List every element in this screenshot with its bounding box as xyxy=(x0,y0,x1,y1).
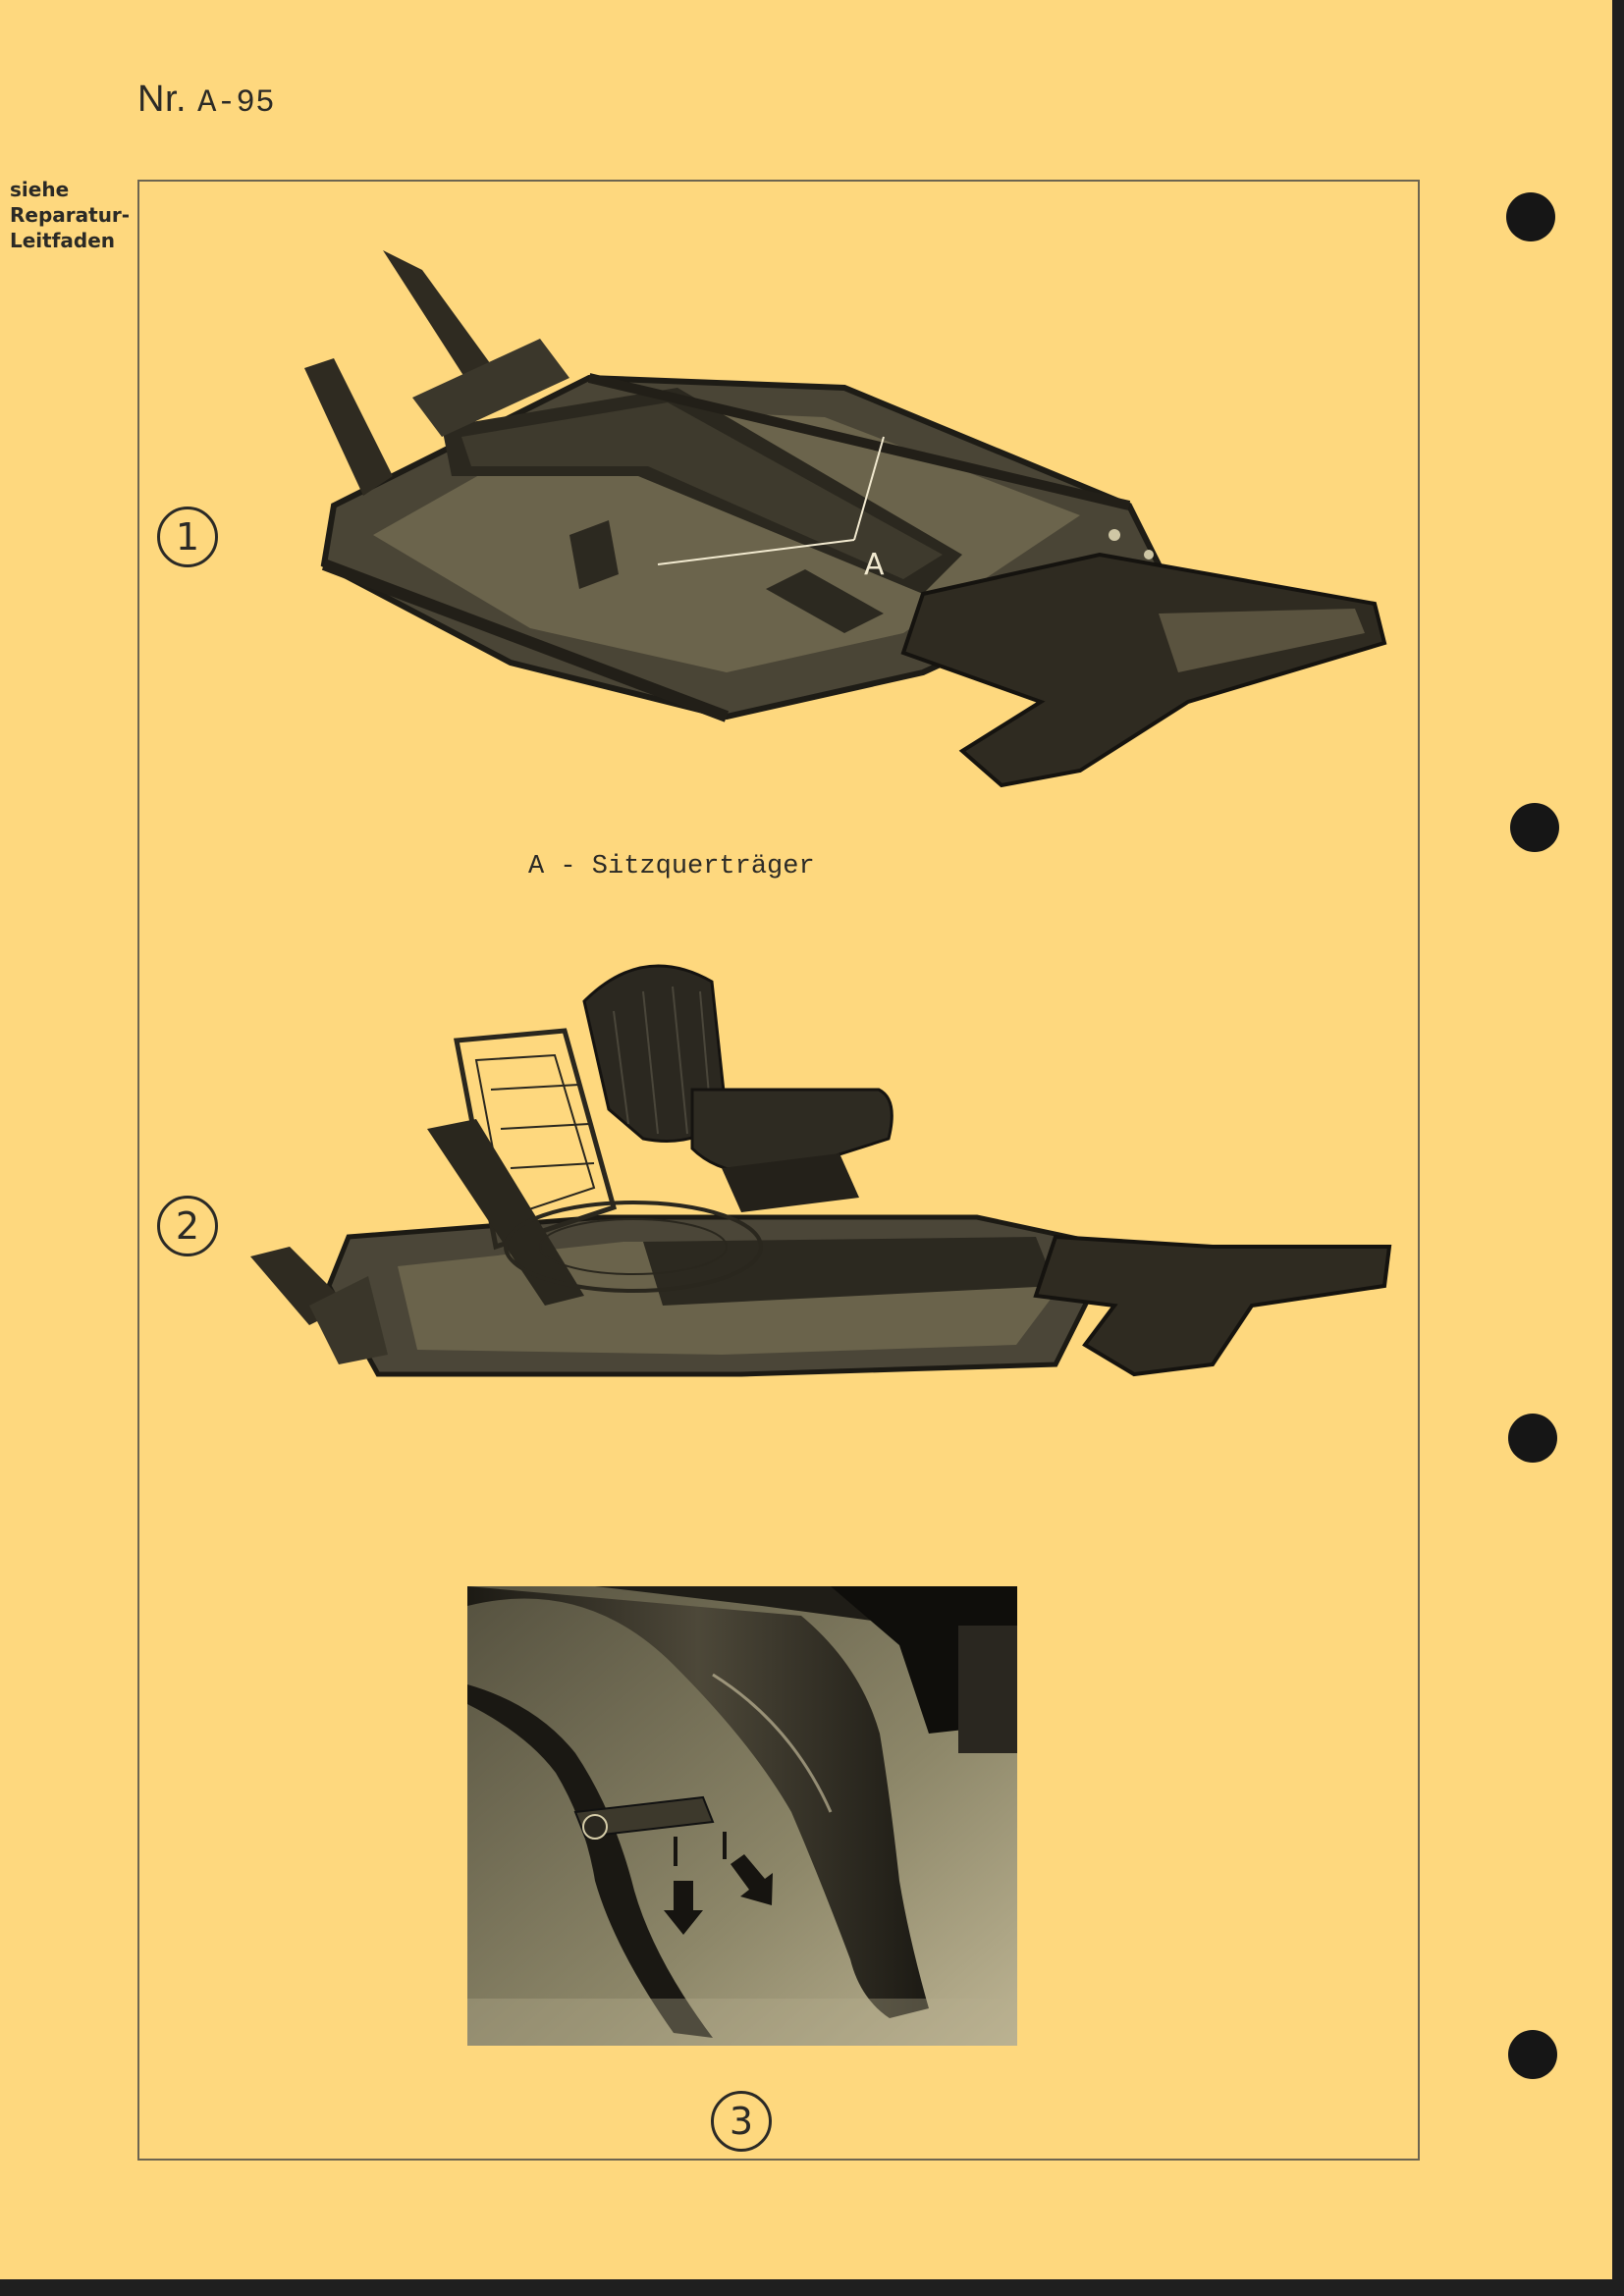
side-note-line-2: Reparatur- xyxy=(10,203,131,227)
side-note xyxy=(10,177,131,253)
figure-1-floor-frame-illustration xyxy=(216,240,1394,849)
figure-3-closeup-illustration xyxy=(467,1586,1017,2046)
page-number-code: A-95 xyxy=(197,84,275,121)
figure-3-closeup-photo xyxy=(467,1586,1017,2046)
figure-2-number: 2 xyxy=(175,1204,200,1248)
punch-hole xyxy=(1506,192,1555,241)
punch-hole xyxy=(1508,2030,1557,2079)
page-number xyxy=(137,79,275,121)
figure-2-frame-with-seat-illustration xyxy=(231,952,1409,1423)
figure-1-number: 1 xyxy=(175,515,200,559)
figure-3-number: 3 xyxy=(729,2100,754,2143)
figure-1-number-badge xyxy=(157,507,218,567)
figure-1-callout-a: A xyxy=(864,548,885,582)
figure-caption: A - Sitzquerträger xyxy=(528,852,815,881)
figure-3-number-badge xyxy=(711,2091,772,2152)
punch-hole xyxy=(1510,803,1559,852)
side-note-line-1: siehe xyxy=(10,178,70,201)
punch-hole xyxy=(1508,1414,1557,1463)
page-number-prefix: Nr. xyxy=(137,79,188,120)
side-note-line-3: Leitfaden xyxy=(10,229,116,252)
figure-2-number-badge xyxy=(157,1196,218,1256)
